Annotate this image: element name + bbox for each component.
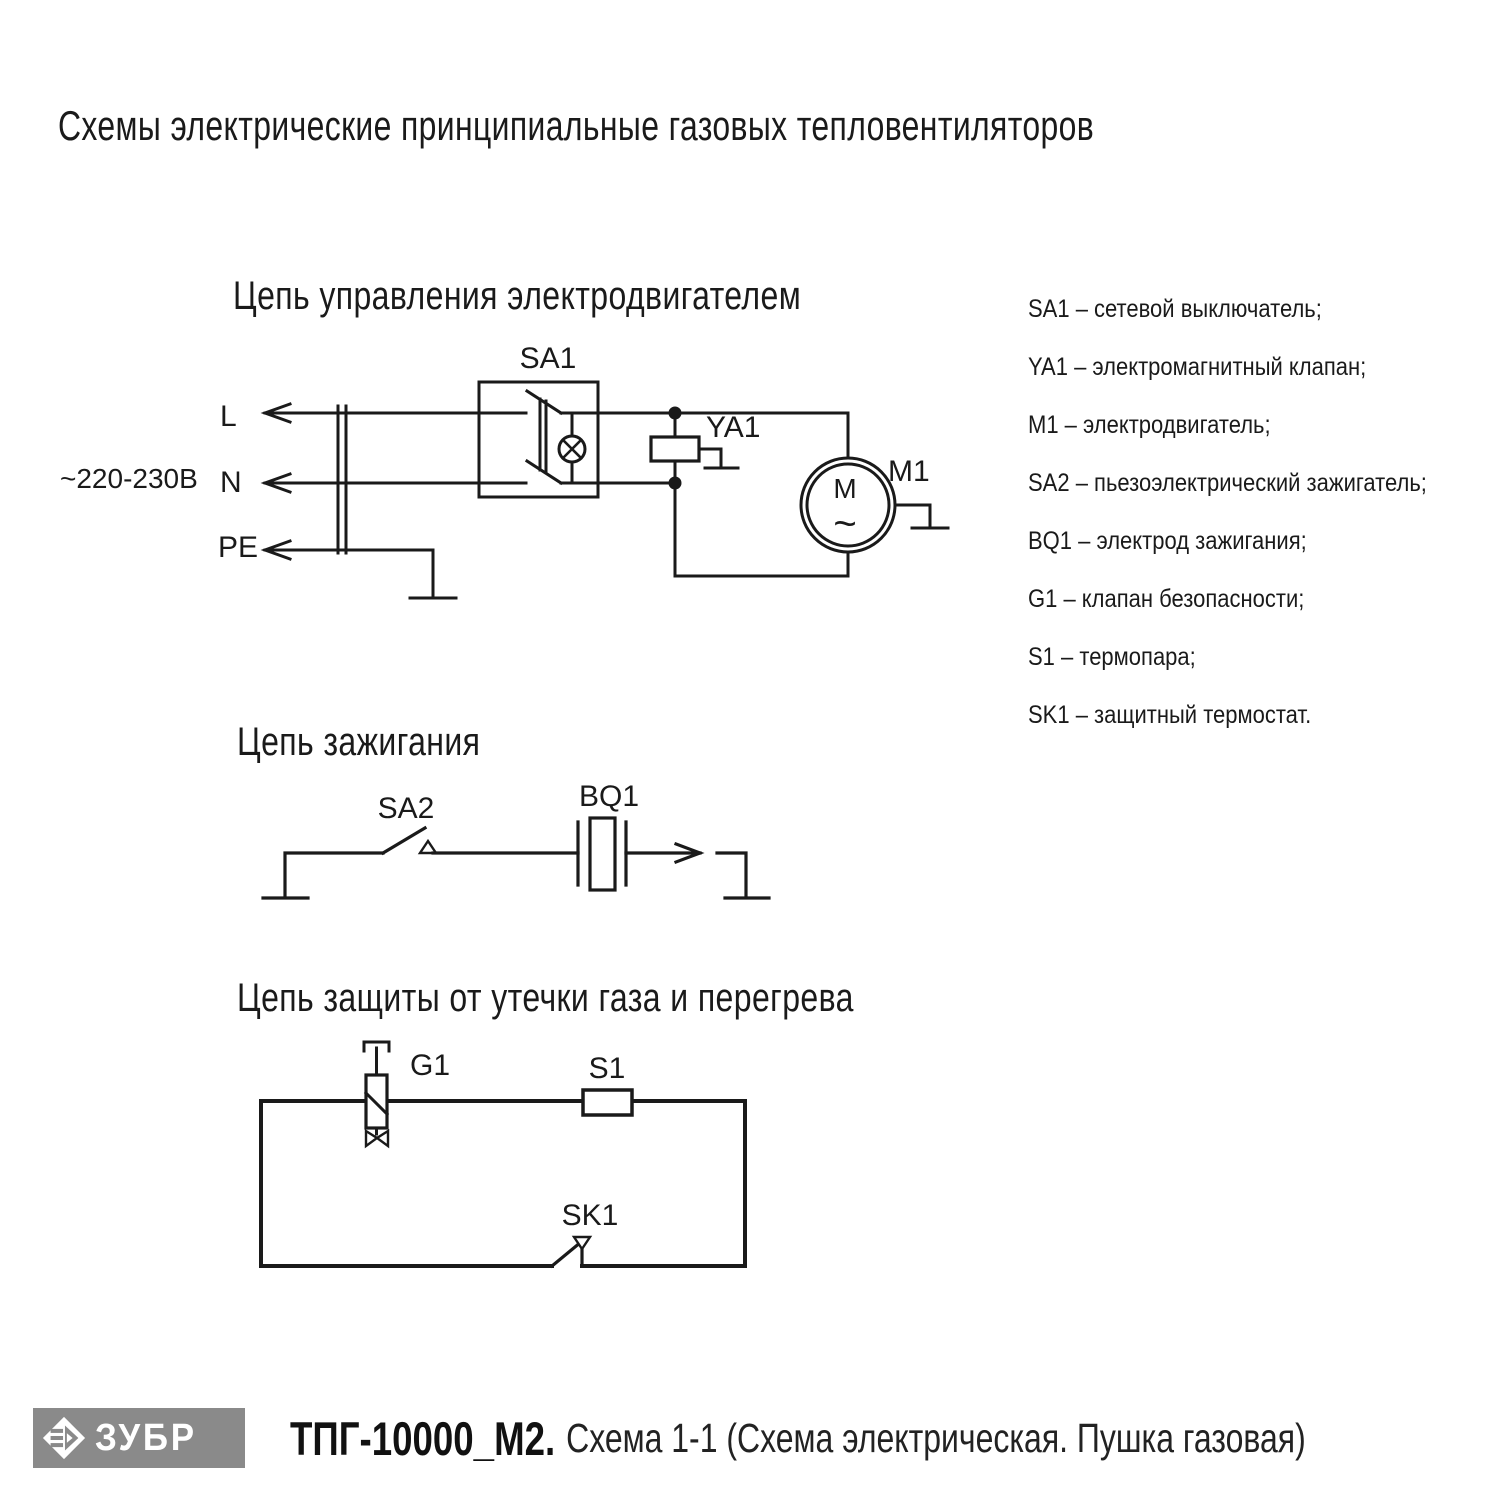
g1-label: G1: [410, 1049, 451, 1082]
legend-item-g1: G1 – клапан безопасности;: [1028, 585, 1305, 613]
wire-n-to-motor: [675, 552, 848, 576]
motor-ac-symbol: ~: [833, 502, 857, 546]
circuit-protection-labels: [410, 1049, 625, 1232]
g1-valve-bowtie-right: [377, 1131, 388, 1146]
line-pe-label: PE: [218, 531, 259, 564]
footer-caption: [290, 1408, 1306, 1468]
loop-right: [261, 1101, 745, 1266]
sa2-actuator-icon: [420, 841, 436, 853]
footer: [0, 1400, 1500, 1480]
zubr-logo: [33, 1408, 245, 1468]
legend-item-bq1: BQ1 – электрод зажигания;: [1028, 527, 1307, 555]
loop-left: [261, 1101, 552, 1266]
circuit-protection-title: Цепь защиты от утечки газа и перегрева: [237, 976, 854, 1020]
circuit-control-labels: [60, 342, 930, 564]
sa1-linkage: [540, 399, 546, 472]
spark-ground-icon: [717, 853, 769, 898]
legend-item-sa1: SA1 – сетевой выключатель;: [1028, 295, 1322, 323]
motor-letter: M: [833, 473, 857, 504]
sa2-blade: [383, 828, 425, 853]
legend-item-m1: M1 – электродвигатель;: [1028, 411, 1271, 439]
m1-label: M1: [888, 455, 930, 488]
sa2-ground-icon: [263, 853, 383, 898]
wire-l-to-motor: [561, 413, 848, 458]
line-l-label: L: [220, 400, 237, 433]
zubr-diamond-icon: [41, 1415, 87, 1461]
cable-marker: [338, 406, 346, 553]
s1-thermocouple: [583, 1090, 632, 1115]
legend-item-s1: S1 – термопара;: [1028, 643, 1196, 671]
bq1-piezo-element: [590, 818, 615, 890]
sk1-label: SK1: [561, 1199, 619, 1232]
circuit-ignition-title: Цепь зажигания: [237, 720, 481, 764]
ya1-label: YA1: [706, 411, 761, 444]
wire-pe: [265, 550, 433, 598]
line-n-label: N: [220, 466, 242, 499]
circuit-control-title: Цепь управления электродвигателем: [233, 274, 802, 318]
sk1-blade: [552, 1242, 581, 1266]
page-title: Схемы электрические принципиальные газовых тепловентиляторов: [58, 102, 1095, 149]
bq1-label: BQ1: [578, 780, 640, 813]
ya1-coil: [651, 437, 699, 461]
ya1-ground-icon: [699, 449, 738, 468]
model-number: ТПГ-10000_М2.: [290, 1411, 556, 1465]
legend: [1028, 280, 1498, 744]
voltage-label: ~220-230В: [60, 463, 198, 494]
circuit-protection-diagram: [261, 1042, 745, 1266]
sa1-blade-bottom: [527, 461, 561, 483]
brand-name: ЗУБР: [95, 1416, 197, 1459]
sa1-label: SA1: [519, 342, 577, 375]
caption-text: Схема 1-1 (Схема электрическая. Пушка газовая): [566, 1414, 1306, 1461]
legend-item-sk1: SK1 – защитный термостат.: [1028, 701, 1312, 729]
legend-item-ya1: YA1 – электромагнитный клапан;: [1028, 353, 1367, 381]
m1-ground-icon: [895, 505, 948, 528]
circuit-ignition-diagram: [263, 818, 769, 898]
s1-label: S1: [588, 1052, 626, 1085]
sa2-label: SA2: [377, 792, 435, 825]
sa1-blade-top: [527, 391, 561, 413]
legend-item-sa2: SA2 – пьезоэлектрический зажигатель;: [1028, 469, 1427, 497]
